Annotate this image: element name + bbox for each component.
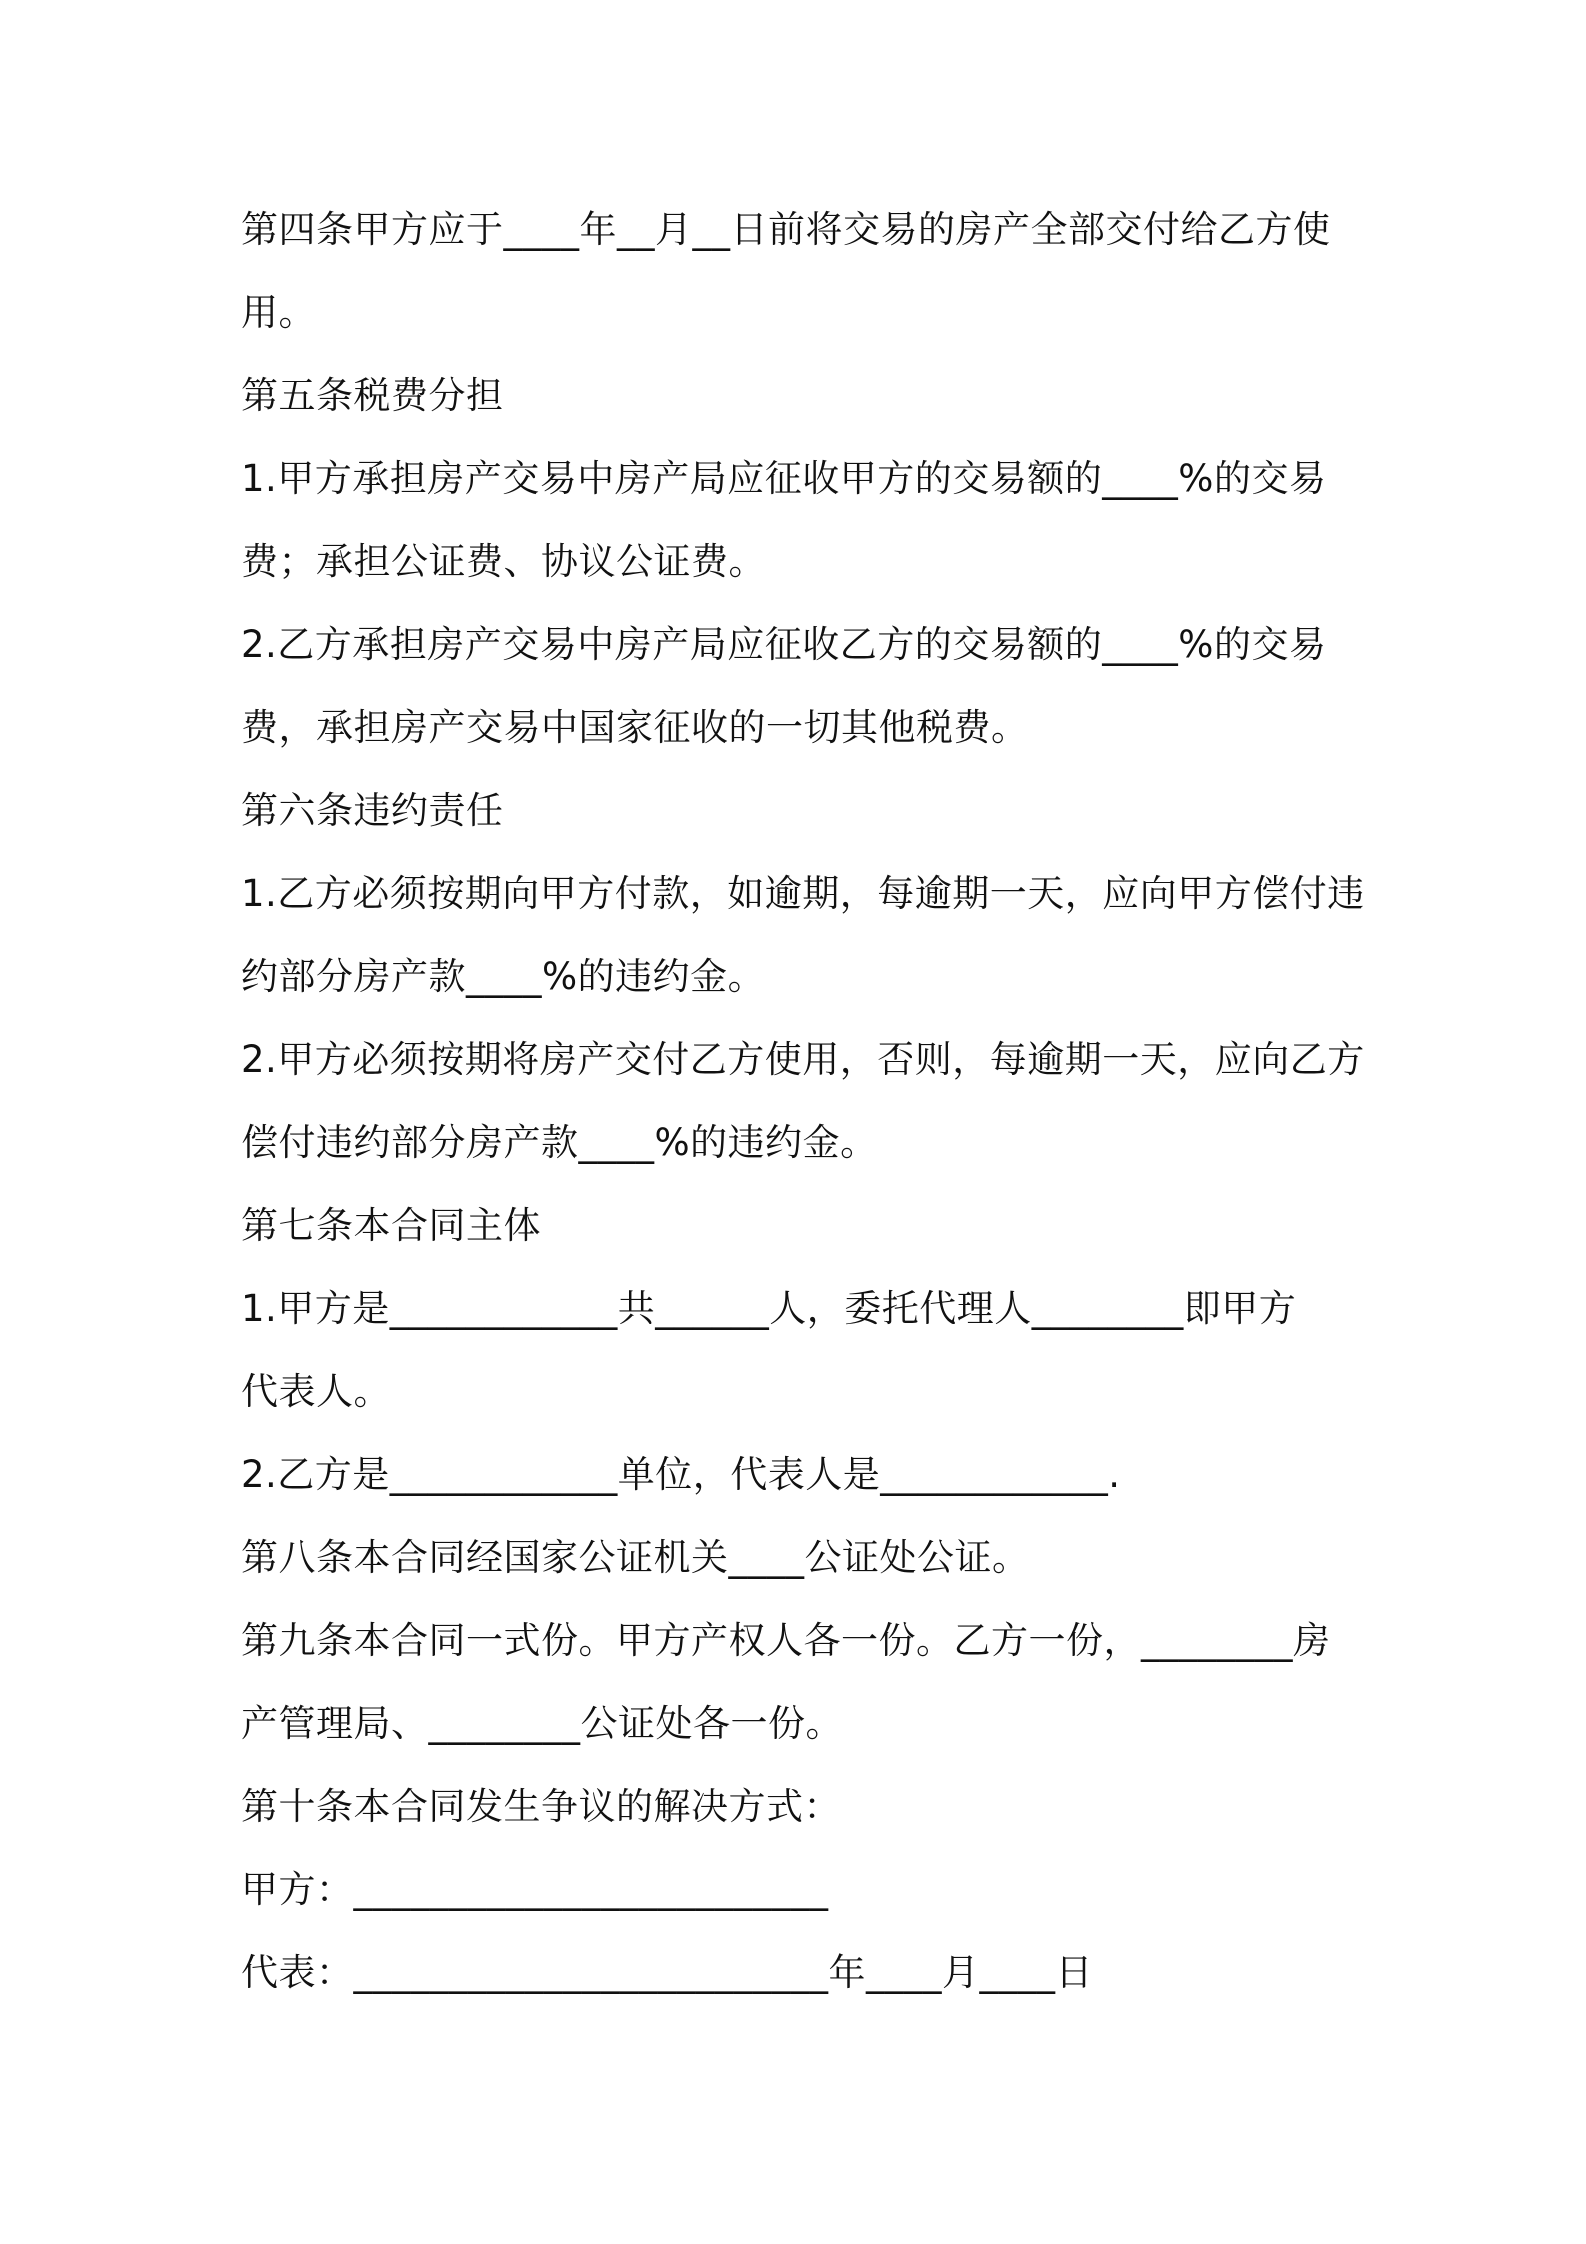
- article-4-line-2: 用。: [241, 291, 316, 334]
- article-6-item-1-line-2: 约部分房产款____%的违约金。: [241, 955, 766, 998]
- article-6-heading: 第六条违约责任: [241, 789, 504, 832]
- article-5-heading: 第五条税费分担: [241, 374, 504, 417]
- article-5-item-1-line-1: 1.甲方承担房产交易中房产局应征收甲方的交易额的____%的交易: [241, 457, 1327, 500]
- article-6-item-1-line-1: 1.乙方必须按期向甲方付款，如逾期，每逾期一天，应向甲方偿付违: [241, 872, 1365, 915]
- article-5-item-1-line-2: 费；承担公证费、协议公证费。: [241, 540, 766, 583]
- article-7-heading: 第七条本合同主体: [241, 1204, 541, 1247]
- article-7-item-2: 2.乙方是____________单位，代表人是____________.: [241, 1453, 1121, 1496]
- article-6-item-2-line-1: 2.甲方必须按期将房产交付乙方使用，否则，每逾期一天，应向乙方: [241, 1038, 1365, 1081]
- article-10: 第十条本合同发生争议的解决方式：: [241, 1785, 841, 1828]
- article-6-item-2-line-2: 偿付违约部分房产款____%的违约金。: [241, 1121, 878, 1164]
- article-5-item-2-line-2: 费，承担房产交易中国家征收的一切其他税费。: [241, 706, 1029, 749]
- party-a-signature-line: 甲方：_________________________: [241, 1868, 829, 1911]
- article-8: 第八条本合同经国家公证机关____公证处公证。: [241, 1536, 1030, 1579]
- article-5-item-2-line-1: 2.乙方承担房产交易中房产局应征收乙方的交易额的____%的交易: [241, 623, 1327, 666]
- article-9-line-1: 第九条本合同一式份。甲方产权人各一份。乙方一份，________房: [241, 1619, 1331, 1662]
- representative-date-line: 代表：_________________________年____月____日: [241, 1951, 1093, 1994]
- article-9-line-2: 产管理局、________公证处各一份。: [241, 1702, 843, 1745]
- article-4-line-1: 第四条甲方应于____年__月__日前将交易的房产全部交付给乙方使: [241, 208, 1331, 251]
- article-7-item-1-line-1: 1.甲方是____________共______人，委托代理人________即甲方: [241, 1287, 1297, 1330]
- article-7-item-1-line-2: 代表人。: [241, 1370, 391, 1413]
